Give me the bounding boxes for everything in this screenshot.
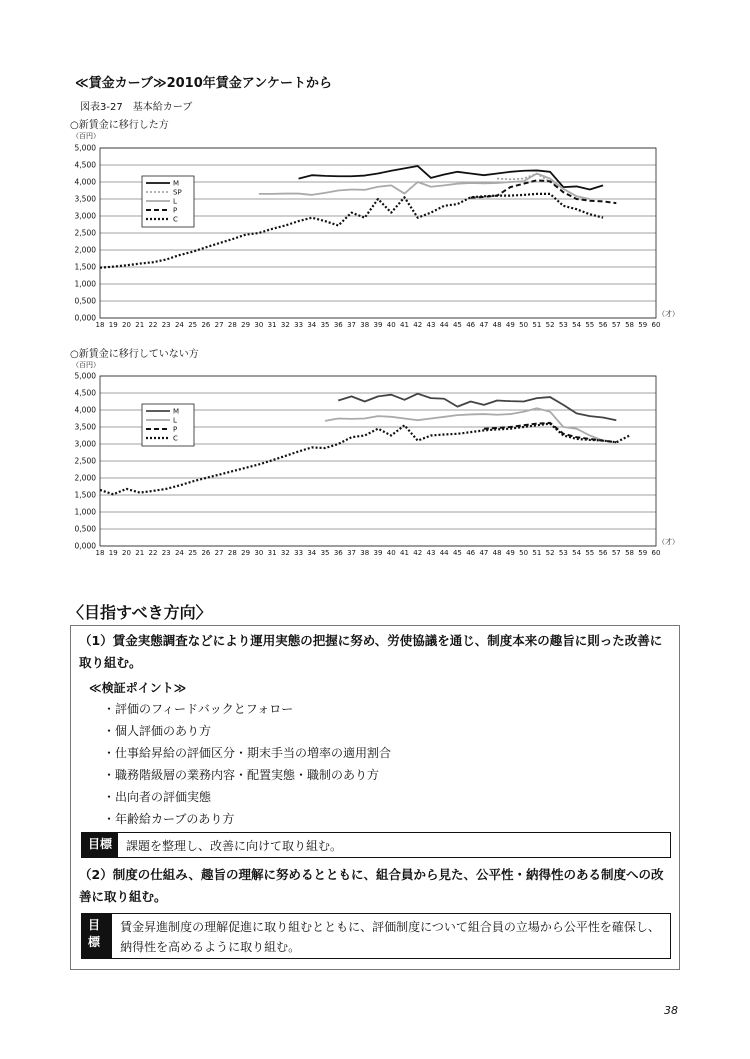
- y-tick-label: 3,000: [74, 439, 96, 449]
- y-tick-label: 4,000: [74, 177, 96, 187]
- chart2-unit: （百円）: [72, 361, 100, 369]
- legend-label: L: [173, 416, 177, 425]
- x-tick-label: 38: [360, 549, 370, 557]
- x-tick-label: 28: [227, 549, 237, 557]
- y-tick-label: 2,000: [74, 473, 96, 483]
- x-tick-label: 48: [492, 321, 502, 329]
- x-tick-label: 25: [188, 321, 198, 329]
- x-tick-label: 24: [174, 549, 184, 557]
- point-item: ・評価のフィードバックとフォロー: [103, 702, 294, 716]
- x-unit-label: （才）: [658, 538, 679, 546]
- y-tick-label: 1,000: [74, 507, 96, 517]
- x-tick-label: 49: [505, 321, 515, 329]
- x-tick-label: 19: [108, 321, 118, 329]
- x-tick-label: 22: [148, 321, 158, 329]
- x-tick-label: 29: [241, 549, 251, 557]
- series-line-l: [325, 408, 603, 440]
- page-number: 38: [664, 1004, 678, 1017]
- chart-adopted-new-wage: [60, 140, 700, 340]
- x-tick-label: 47: [479, 321, 489, 329]
- x-tick-label: 33: [294, 549, 304, 557]
- points-heading: ≪検証ポイント≫: [89, 681, 187, 695]
- x-tick-label: 51: [532, 321, 542, 329]
- x-tick-label: 44: [439, 321, 449, 329]
- x-tick-label: 42: [413, 321, 423, 329]
- x-tick-label: 54: [572, 321, 582, 329]
- x-tick-label: 29: [241, 321, 251, 329]
- y-tick-label: 4,500: [74, 388, 96, 398]
- x-tick-label: 46: [466, 549, 476, 557]
- x-tick-label: 36: [333, 549, 343, 557]
- x-tick-label: 32: [280, 549, 290, 557]
- y-tick-label: 3,000: [74, 211, 96, 221]
- y-tick-label: 5,000: [74, 371, 96, 381]
- goal-box-2: [81, 913, 671, 959]
- y-tick-label: 4,000: [74, 405, 96, 415]
- x-tick-label: 47: [479, 549, 489, 557]
- goal-tag: 目標: [82, 914, 112, 958]
- x-tick-label: 40: [386, 549, 396, 557]
- legend-label: C: [173, 434, 178, 443]
- x-tick-label: 59: [638, 549, 648, 557]
- x-tick-label: 55: [585, 321, 595, 329]
- point-item: ・仕事給昇給の評価区分・期末手当の増率の適用割合: [103, 746, 392, 760]
- y-tick-label: 1,000: [74, 279, 96, 289]
- y-tick-label: 2,500: [74, 228, 96, 238]
- series-line-l: [259, 174, 590, 200]
- x-tick-label: 60: [651, 321, 661, 329]
- x-tick-label: 53: [558, 549, 568, 557]
- x-tick-label: 58: [625, 549, 634, 557]
- chart2-title: ○新賃金に移行していない方: [70, 349, 199, 360]
- x-tick-label: 23: [161, 321, 171, 329]
- y-tick-label: 1,500: [74, 490, 96, 500]
- x-tick-label: 19: [108, 549, 118, 557]
- x-tick-label: 31: [267, 321, 277, 329]
- direction-box: [70, 625, 680, 970]
- x-tick-label: 44: [439, 549, 449, 557]
- y-tick-label: 0,500: [74, 296, 96, 306]
- x-tick-label: 41: [400, 321, 409, 329]
- y-tick-label: 0,000: [74, 313, 96, 323]
- x-tick-label: 37: [347, 321, 356, 329]
- x-tick-label: 30: [254, 549, 264, 557]
- section-title: 〈目指すべき方向〉: [68, 603, 212, 622]
- x-tick-label: 27: [214, 321, 224, 329]
- x-tick-label: 58: [625, 321, 634, 329]
- y-tick-label: 5,000: [74, 143, 96, 153]
- goal-tag: 目標: [82, 833, 118, 857]
- x-tick-label: 37: [347, 549, 356, 557]
- x-tick-label: 50: [519, 321, 529, 329]
- x-tick-label: 54: [572, 549, 582, 557]
- x-tick-label: 28: [227, 321, 237, 329]
- x-tick-label: 57: [611, 321, 621, 329]
- chart1-unit: （百円）: [72, 132, 100, 140]
- x-tick-label: 51: [532, 549, 542, 557]
- y-tick-label: 0,500: [74, 524, 96, 534]
- x-tick-label: 22: [148, 549, 158, 557]
- point-item: ・出向者の評価実態: [103, 790, 212, 804]
- x-tick-label: 25: [188, 549, 198, 557]
- series-line-p: [484, 423, 616, 442]
- y-tick-label: 1,500: [74, 262, 96, 272]
- figure-label: 図表3-27 基本給カーブ: [80, 102, 193, 113]
- y-tick-label: 3,500: [74, 422, 96, 432]
- x-tick-label: 20: [122, 321, 131, 329]
- chart-not-adopted-new-wage: [60, 368, 700, 568]
- x-tick-label: 46: [466, 321, 476, 329]
- x-tick-label: 56: [598, 549, 608, 557]
- x-tick-label: 26: [201, 321, 211, 329]
- legend-label: M: [173, 407, 180, 416]
- x-tick-label: 35: [320, 549, 330, 557]
- x-tick-label: 26: [201, 549, 211, 557]
- x-tick-label: 56: [598, 321, 608, 329]
- legend-label: L: [173, 197, 177, 206]
- point-item: ・職務階級層の業務内容・配置実態・職制のあり方: [103, 768, 380, 782]
- x-tick-label: 57: [611, 549, 621, 557]
- x-tick-label: 36: [333, 321, 343, 329]
- x-tick-label: 49: [505, 549, 515, 557]
- x-tick-label: 35: [320, 321, 330, 329]
- y-tick-label: 2,500: [74, 456, 96, 466]
- x-tick-label: 23: [161, 549, 171, 557]
- x-unit-label: （才）: [658, 310, 679, 318]
- page-header: ≪賃金カーブ≫2010年賃金アンケートから: [75, 76, 332, 91]
- goal-box-1: [81, 832, 671, 858]
- x-tick-label: 52: [545, 321, 555, 329]
- x-tick-label: 21: [135, 321, 145, 329]
- x-tick-label: 39: [373, 321, 383, 329]
- x-tick-label: 20: [122, 549, 131, 557]
- legend-label: M: [173, 179, 180, 188]
- x-tick-label: 52: [545, 549, 555, 557]
- x-tick-label: 33: [294, 321, 304, 329]
- x-tick-label: 31: [267, 549, 277, 557]
- legend-label: SP: [173, 188, 182, 197]
- x-tick-label: 39: [373, 549, 383, 557]
- x-tick-label: 59: [638, 321, 648, 329]
- item2-text: （2）制度の仕組み、趣旨の理解に努めるとともに、組合員から見た、公平性・納得性のある制度への改善に取り組む。: [79, 867, 664, 904]
- y-tick-label: 2,000: [74, 245, 96, 255]
- x-tick-label: 24: [174, 321, 184, 329]
- legend-label: P: [173, 206, 178, 215]
- x-tick-label: 45: [452, 321, 462, 329]
- x-tick-label: 18: [95, 321, 105, 329]
- goal-text: 課題を整理し、改善に向けて取り組む。: [126, 839, 343, 853]
- x-tick-label: 30: [254, 321, 264, 329]
- x-tick-label: 53: [558, 321, 568, 329]
- x-tick-label: 43: [426, 321, 436, 329]
- x-tick-label: 41: [400, 549, 409, 557]
- x-tick-label: 55: [585, 549, 595, 557]
- y-tick-label: 0,000: [74, 541, 96, 551]
- legend-label: C: [173, 215, 178, 224]
- x-tick-label: 34: [307, 549, 317, 557]
- point-item: ・個人評価のあり方: [103, 724, 212, 738]
- point-item: ・年齢給カーブのあり方: [103, 812, 235, 826]
- x-tick-label: 45: [452, 549, 462, 557]
- x-tick-label: 42: [413, 549, 423, 557]
- item1-text: （1）賃金実態調査などにより運用実態の把握に努め、労使協議を通じ、制度本来の趣旨に則った改善に取り組む。: [79, 633, 663, 670]
- x-tick-label: 43: [426, 549, 436, 557]
- x-tick-label: 48: [492, 549, 502, 557]
- x-tick-label: 32: [280, 321, 290, 329]
- goal-text: 賃金昇進制度の理解促進に取り組むとともに、評価制度について組合員の立場から公平性を確保し、納得性を高めるように取り組む。: [120, 920, 660, 954]
- x-tick-label: 21: [135, 549, 145, 557]
- x-tick-label: 27: [214, 549, 224, 557]
- chart1-title: ○新賃金に移行した方: [70, 120, 169, 131]
- x-tick-label: 18: [95, 549, 105, 557]
- y-tick-label: 4,500: [74, 160, 96, 170]
- y-tick-label: 3,500: [74, 194, 96, 204]
- x-tick-label: 50: [519, 549, 529, 557]
- x-tick-label: 40: [386, 321, 396, 329]
- x-tick-label: 34: [307, 321, 317, 329]
- x-tick-label: 60: [651, 549, 661, 557]
- legend-label: P: [173, 425, 178, 434]
- x-tick-label: 38: [360, 321, 370, 329]
